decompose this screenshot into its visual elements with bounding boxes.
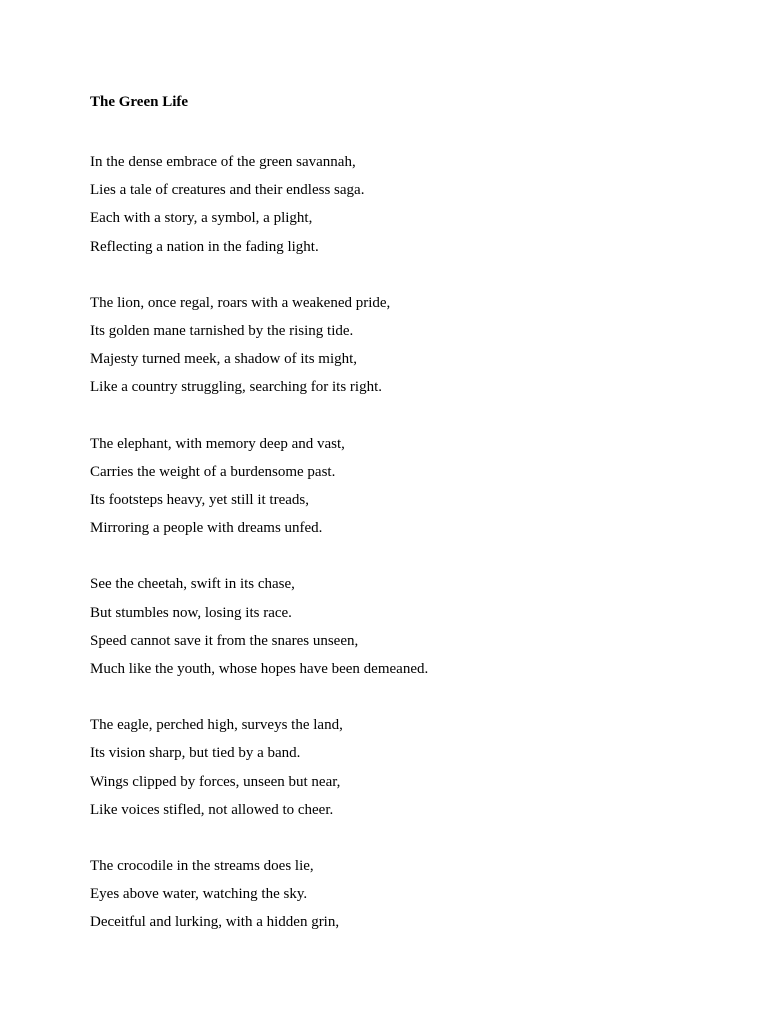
poem-title: The Green Life: [90, 94, 189, 110]
poem-line: Deceitful and lurking, with a hidden grin,: [90, 914, 340, 931]
poem-line: The lion, once regal, roars with a weakened pride,: [90, 294, 391, 311]
stanza: [90, 148, 710, 261]
stanza: [90, 430, 710, 543]
poem-line: Eyes above water, watching the sky.: [90, 886, 308, 903]
poem-line: Like a country struggling, searching for its right.: [90, 379, 383, 396]
poem-line: Reflecting a nation in the fading light.: [90, 238, 319, 255]
poem-line: Its golden mane tarnished by the rising tide.: [90, 323, 354, 340]
document-page: [90, 92, 710, 965]
poem-line: In the dense embrace of the green savannah,: [90, 154, 356, 170]
stanza: [90, 289, 710, 402]
poem-line: But stumbles now, losing its race.: [90, 604, 292, 621]
poem-line: Mirroring a people with dreams unfed.: [90, 520, 323, 537]
poem-line: The eagle, perched high, surveys the land,: [90, 717, 343, 734]
poem-line: Much like the youth, whose hopes have been demeaned.: [90, 661, 429, 678]
stanza: [90, 570, 710, 683]
poem-line: See the cheetah, swift in its chase,: [90, 576, 295, 593]
poem-line: Each with a story, a symbol, a plight,: [90, 210, 313, 227]
poem-line: Speed cannot save it from the snares unseen,: [90, 632, 359, 649]
poem-line: Carries the weight of a burdensome past.: [90, 463, 336, 480]
stanza: [90, 852, 710, 937]
poem-line: The crocodile in the streams does lie,: [90, 858, 314, 875]
poem-line: Like voices stifled, not allowed to cheer.: [90, 801, 334, 818]
poem-line: Its footsteps heavy, yet still it treads,: [90, 492, 309, 509]
poem-line: The elephant, with memory deep and vast,: [90, 435, 345, 452]
poem-line: Lies a tale of creatures and their endless saga.: [90, 182, 365, 199]
poem-line: Majesty turned meek, a shadow of its might,: [90, 351, 358, 368]
poem-line: Wings clipped by forces, unseen but near,: [90, 773, 341, 790]
stanza: [90, 711, 710, 824]
poem-line: Its vision sharp, but tied by a band.: [90, 745, 301, 762]
